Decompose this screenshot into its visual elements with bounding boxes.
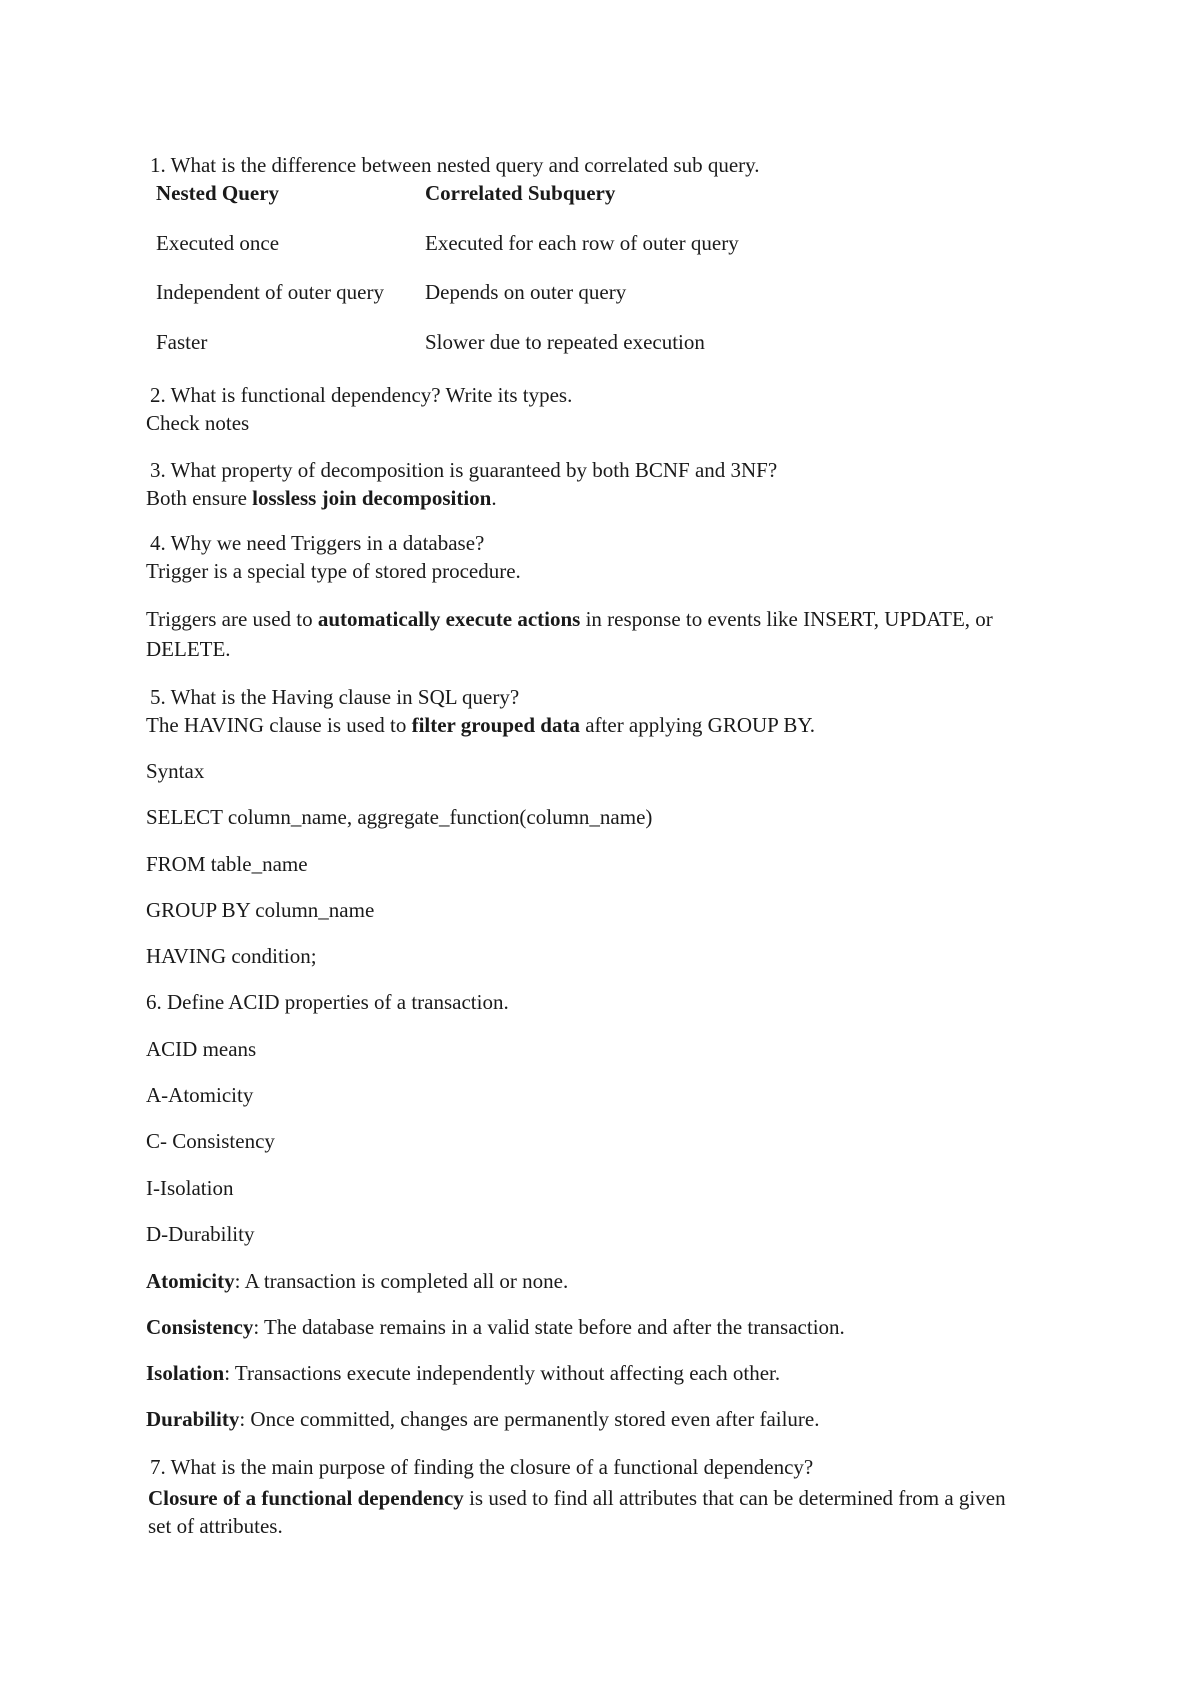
q5-question: 5. What is the Having clause in SQL query? (150, 685, 520, 709)
syntax-line: FROM table_name (146, 852, 308, 876)
syntax-label: Syntax (146, 759, 205, 783)
q2-question: 2. What is functional dependency? Write its types. (150, 383, 573, 407)
q7-answer: Closure of a functional dependency is used to find all attributes that can be determined from a given set of attributes. (148, 1486, 1006, 1538)
table-row: Executed for each row of outer query (425, 231, 739, 255)
q3-answer: Both ensure lossless join decomposition. (146, 486, 497, 510)
table-header-correlated: Correlated Subquery (425, 181, 616, 205)
table-row: Faster (156, 330, 208, 354)
q4-answer-1: Trigger is a special type of stored procedure. (146, 559, 521, 583)
q4-question: 4. Why we need Triggers in a database? (150, 531, 485, 555)
table-row: Independent of outer query (156, 280, 384, 304)
table-header-nested: Nested Query (156, 181, 280, 205)
acid-letter: A-Atomicity (146, 1083, 254, 1107)
q6-question: 6. Define ACID properties of a transaction. (146, 990, 509, 1014)
acid-letter: C- Consistency (146, 1129, 275, 1153)
q3-question: 3. What property of decomposition is guaranteed by both BCNF and 3NF? (150, 458, 778, 482)
table-row: Slower due to repeated execution (425, 330, 705, 354)
table-row: Executed once (156, 231, 280, 255)
acid-intro: ACID means (146, 1037, 257, 1061)
acid-definition: Isolation: Transactions execute independently without affecting each other. (146, 1361, 781, 1385)
table-row: Depends on outer query (425, 280, 627, 304)
q4-answer-2: Triggers are used to automatically execute actions in response to events like INSERT, UPDATE, or DELETE. (146, 607, 993, 661)
q1-question: 1. What is the difference between nested query and correlated sub query. (150, 153, 760, 177)
syntax-line: SELECT column_name, aggregate_function(column_name) (146, 805, 653, 829)
acid-definition: Durability: Once committed, changes are permanently stored even after failure. (146, 1407, 820, 1431)
acid-definition: Consistency: The database remains in a valid state before and after the transaction. (146, 1315, 845, 1339)
q2-answer: Check notes (146, 411, 250, 435)
syntax-line: GROUP BY column_name (146, 898, 375, 922)
q5-answer: The HAVING clause is used to filter grouped data after applying GROUP BY. (146, 713, 816, 737)
acid-letter: I-Isolation (146, 1176, 234, 1200)
q7-question: 7. What is the main purpose of finding the closure of a functional dependency? (150, 1455, 814, 1479)
acid-definition: Atomicity: A transaction is completed all or none. (146, 1269, 569, 1293)
acid-letter: D-Durability (146, 1222, 255, 1246)
syntax-line: HAVING condition; (146, 944, 317, 968)
